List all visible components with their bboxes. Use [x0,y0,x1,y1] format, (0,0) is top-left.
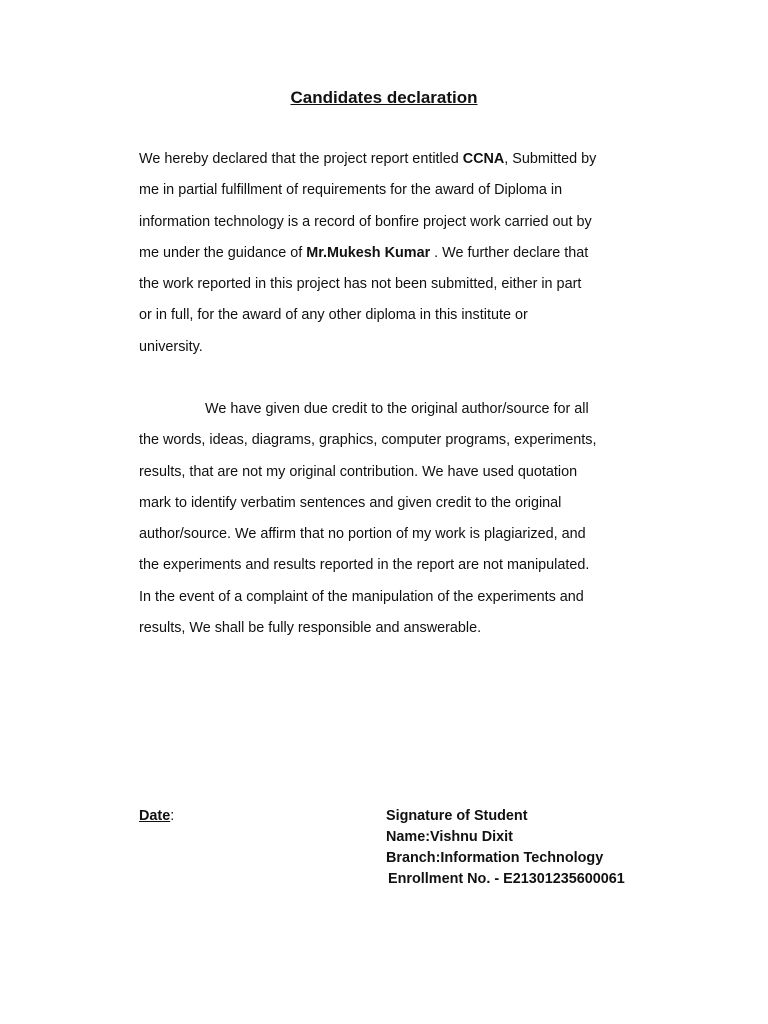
enrollment-number: Enrollment No. - E21301235600061 [388,871,625,887]
guide-name: Mr.Mukesh Kumar [306,244,431,261]
paragraph-line: me under the guidance of Mr.Mukesh Kumar . We further declare that [139,244,589,261]
date-field [139,806,174,827]
paragraph-line: We have given due credit to the original author/source for all [205,401,589,417]
project-name: CCNA [462,151,505,167]
student-branch: Branch:Information Technology [386,850,604,866]
paragraph-line: results, that are not my original contribution. We have used quotation [139,463,578,480]
page-title: Candidates declaration [290,88,478,107]
paragraph-line: results, We shall be fully responsible and answerable. [139,620,482,637]
paragraph-line: author/source. We affirm that no portion of my work is plagiarized, and [139,526,586,543]
declaration-paragraph-1 [139,144,639,363]
paragraph-line: We hereby declared that the project report entitled CCNA, Submitted by [139,151,597,167]
signature-label: Signature of Student [386,808,528,824]
paragraph-line: the work reported in this project has not been submitted, either in part [139,276,582,293]
paragraph-line: me in partial fulfillment of requirements for the award of Diploma in [139,182,563,199]
paragraph-line: In the event of a complaint of the manipulation of the experiments and [139,588,584,605]
paragraph-line: university. [139,338,203,355]
paragraph-line: mark to identify verbatim sentences and given credit to the original [139,494,562,511]
paragraph-line: the experiments and results reported in the report are not manipulated. [139,557,590,574]
paragraph-line: information technology is a record of bonfire project work carried out by [139,213,592,230]
paragraph-line: or in full, for the award of any other diploma in this institute or [139,307,528,324]
date-colon: : [170,808,175,824]
signature-block [386,806,625,890]
declaration-paragraph-2 [139,394,639,644]
student-name: Name:Vishnu Dixit [386,829,513,845]
date-label: Date [139,808,171,824]
paragraph-line: the words, ideas, diagrams, graphics, computer programs, experiments, [139,432,597,449]
